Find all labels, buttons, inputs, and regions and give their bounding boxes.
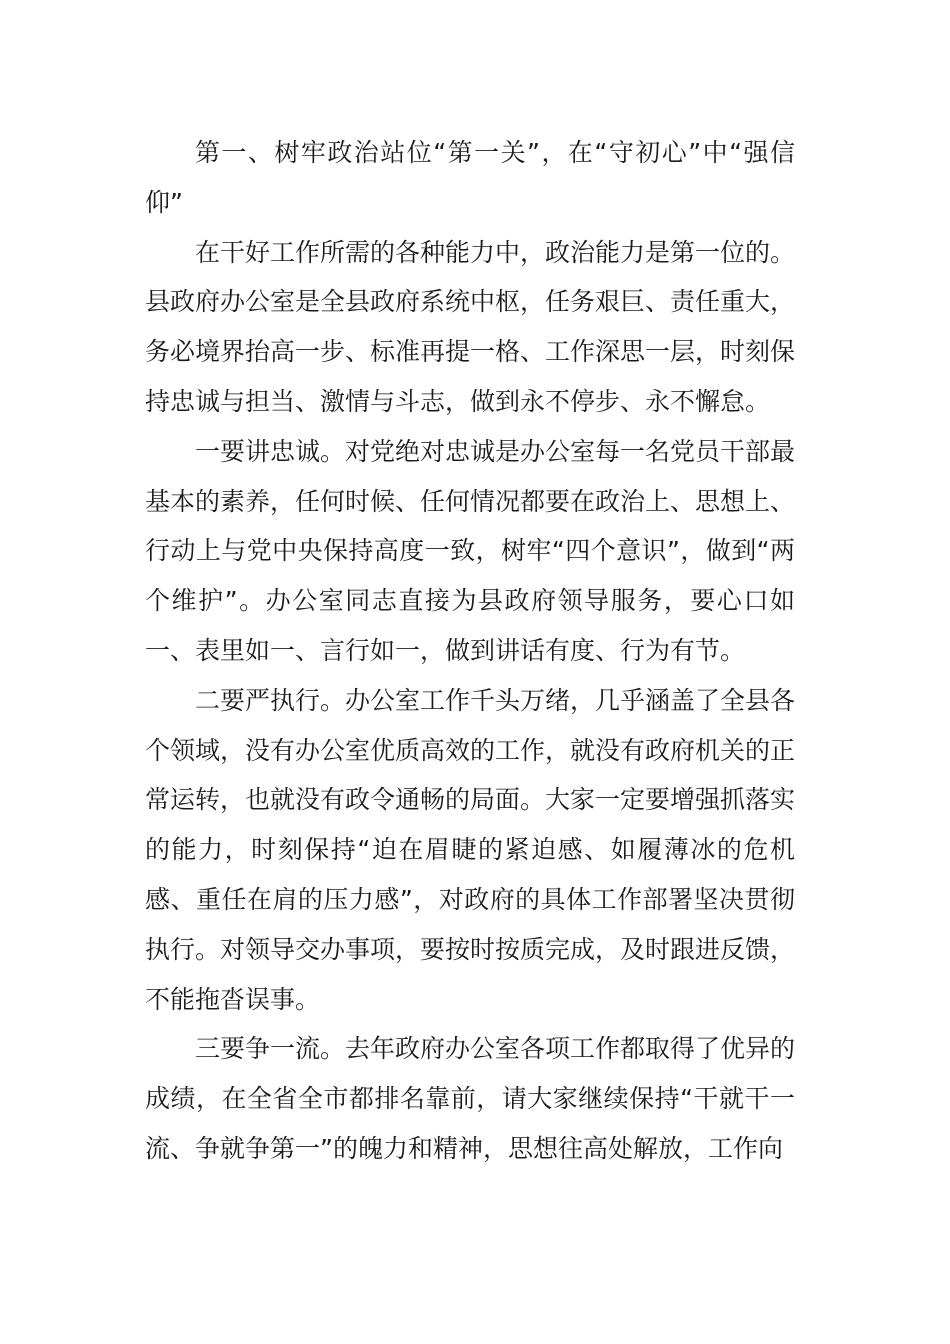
- paragraph-loyalty: 一要讲忠诚。对党绝对忠诚是办公室每一名党员干部最基本的素养，任何时候、任何情况都要在政治上、思想上、行动上与党中央保持高度一致，树牢“四个意识”，做到“两个维护”。办公室同志直接为县政府领导服务，要心口如一、表里如一、言行如一，做到讲话有度、行为有节。: [145, 436, 796, 665]
- document-body: [145, 128, 795, 1174]
- section-heading: 第一、树牢政治站位“第一关”，在“守初心”中“强信仰”: [145, 138, 795, 217]
- paragraph-political-ability: 在干好工作所需的各种能力中，政治能力是第一位的。县政府办公室是全县政府系统中枢，任务艰巨、责任重大，务必境界抬高一步、标准再提一格、工作深思一层，时刻保持忠诚与担当、激情与斗志，做到永不停步、永不懈怠。: [145, 237, 796, 416]
- paragraph-execution: 二要严执行。办公室工作千头万绪，几乎涵盖了全县各个领域，没有办公室优质高效的工作，就没有政府机关的正常运转，也就没有政令通畅的局面。大家一定要增强抓落实的能力，时刻保持“迫在眉睫的紧迫感、如履薄冰的危机感、重任在肩的压力感”，对政府的具体工作部署坚决贯彻执行。对领导交办事项，要按时按质完成，及时跟进反馈，不能拖沓误事。: [145, 685, 796, 1014]
- paragraph-first-class: 三要争一流。去年政府办公室各项工作都取得了优异的成绩，在全省全市都排名靠前，请大家继续保持“干就干一流、争就争第一”的魄力和精神，思想往高处解放，工作向: [145, 1034, 796, 1163]
